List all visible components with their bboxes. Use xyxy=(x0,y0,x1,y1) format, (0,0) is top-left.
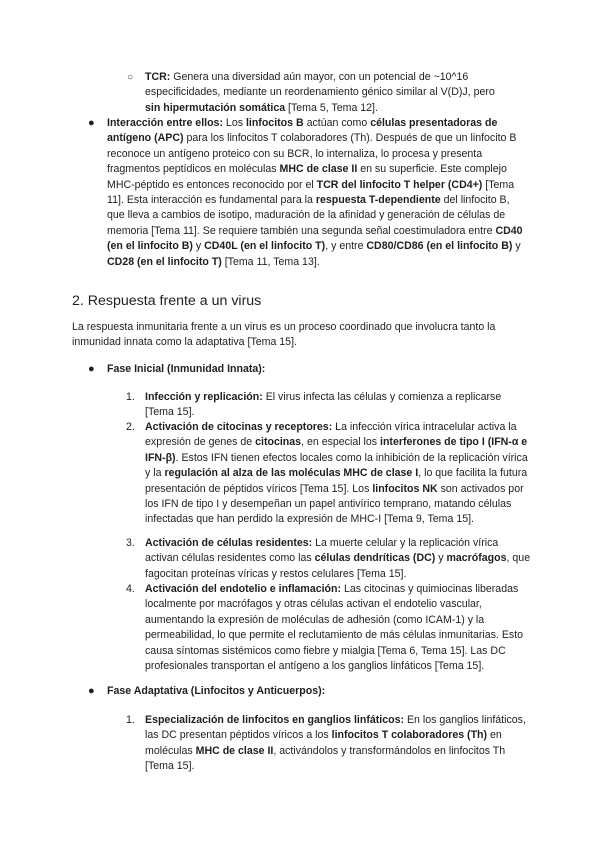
filled-bullet-icon: ● xyxy=(88,117,95,129)
interaccion-list-item xyxy=(90,116,528,270)
tcr-paragraph: TCR: Genera una diversidad aún mayor, con un potencial de ~10^16 especificidades, mediante un reordenamiento génico similar al V(D)J, pero sin hipermutación somática [Tema 5, Tema 12]. xyxy=(145,71,495,114)
fase-adaptativa-step-1: 1. Especialización de linfocitos en ganglios linfáticos: En los ganglios linfáticos, las DC presentan péptidos víricos a los linfocitos T colaboradores (Th) en moléculas MHC de clase II, activándolos y transformándolos en linfocitos Th [Tema 15]. xyxy=(126,714,526,773)
fase-adaptativa-label: Fase Adaptativa (Linfocitos y Anticuerpos): xyxy=(107,685,326,697)
fase-inicial-step-2: 2. Activación de citocinas y receptores: La infección vírica intracelular activa la expresión de genes de citocinas, en especial los interferones de tipo I (IFN-α e IFN-β). Estos IFN tienen efectos locales como la inhibición de la replicación vírica y la regulación al alza de las moléculas MHC de clase I, lo que facilita la futura presentación de péptidos víricos [Tema 15]. Los linfocitos NK son activados por los IFN de tipo I y desempeñan un papel antivírico temprano, matando células infectadas que han perdido la expresión de MHC-I [Tema 9, Tema 15]. xyxy=(126,421,528,526)
tcr-list-item xyxy=(127,70,507,116)
hollow-circle-bullet-icon: ○ xyxy=(127,72,134,83)
step-number: 1. xyxy=(126,391,135,403)
section-intro: La respuesta inmunitaria frente a un virus es un proceso coordinado que involucra tanto la inmunidad innata como la adaptativa [Tema 15]. xyxy=(72,321,496,349)
step-number: 3. xyxy=(126,537,135,549)
step-number: 1. xyxy=(126,714,135,726)
filled-bullet-icon: ● xyxy=(88,685,95,697)
interaccion-paragraph: Interacción entre ellos: Los linfocitos B actúan como células presentadoras de antígeno (APC) para los linfocitos T colaboradores (Th). Después de que un linfocito B reconoce un antígeno proteico con su BCR, lo internaliza, lo procesa y presenta fragmentos peptídicos en moléculas MHC de clase II en su superficie. Este complejo MHC-péptido es entonces reconocido por el TCR del linfocito T helper (CD4+) [Tema 11]. Esta interacción es fundamental para la respuesta T-dependiente del linfocito B, que lleva a cambios de isotipo, maduración de la afinidad y generación de células de memoria [Tema 11]. Se requiere también una segunda señal coestimuladora entre CD40 (en el linfocito B) y CD40L (en el linfocito T), y entre CD80/CD86 (en el linfocito B) y CD28 (en el linfocito T) [Tema 11, Tema 13]. xyxy=(107,117,523,268)
fase-inicial-step-3: 3. Activación de células residentes: La muerte celular y la replicación vírica activan células residentes como las células dendríticas (DC) y macrófagos, que fagocitan proteínas víricas y restos celulares [Tema 15]. xyxy=(126,537,531,580)
fase-inicial-list-item xyxy=(90,362,530,377)
tcr-label: TCR: xyxy=(145,71,171,83)
section-heading: 2. Respuesta frente a un virus xyxy=(72,293,262,309)
step-number: 2. xyxy=(126,421,135,433)
filled-bullet-icon: ● xyxy=(88,363,95,375)
fase-inicial-step-4: 4. Activación del endotelio e inflamación: Las citocinas y quimiocinas liberadas localmente por macrófagos y otras células activan el endotelio vascular, aumentando la expresión de moléculas de adhesión (como ICAM-1) y la permeabilidad, lo que permite el reclutamiento de más células inmunitarias. Esto causa síntomas sistémicos como fiebre y mialgia [Tema 6, Tema 15]. Las DC profesionales transportan el antígeno a los ganglios linfáticos [Tema 15]. xyxy=(126,583,524,673)
fase-inicial-label: Fase Inicial (Inmunidad Innata): xyxy=(107,363,266,375)
fase-adaptativa-list-item xyxy=(90,684,530,699)
fase-inicial-step-1: 1. Infección y replicación: El virus infecta las células y comienza a replicarse [Tema 15]. xyxy=(126,391,502,419)
step-number: 4. xyxy=(126,583,135,595)
interaccion-label: Interacción entre ellos: xyxy=(107,117,223,129)
